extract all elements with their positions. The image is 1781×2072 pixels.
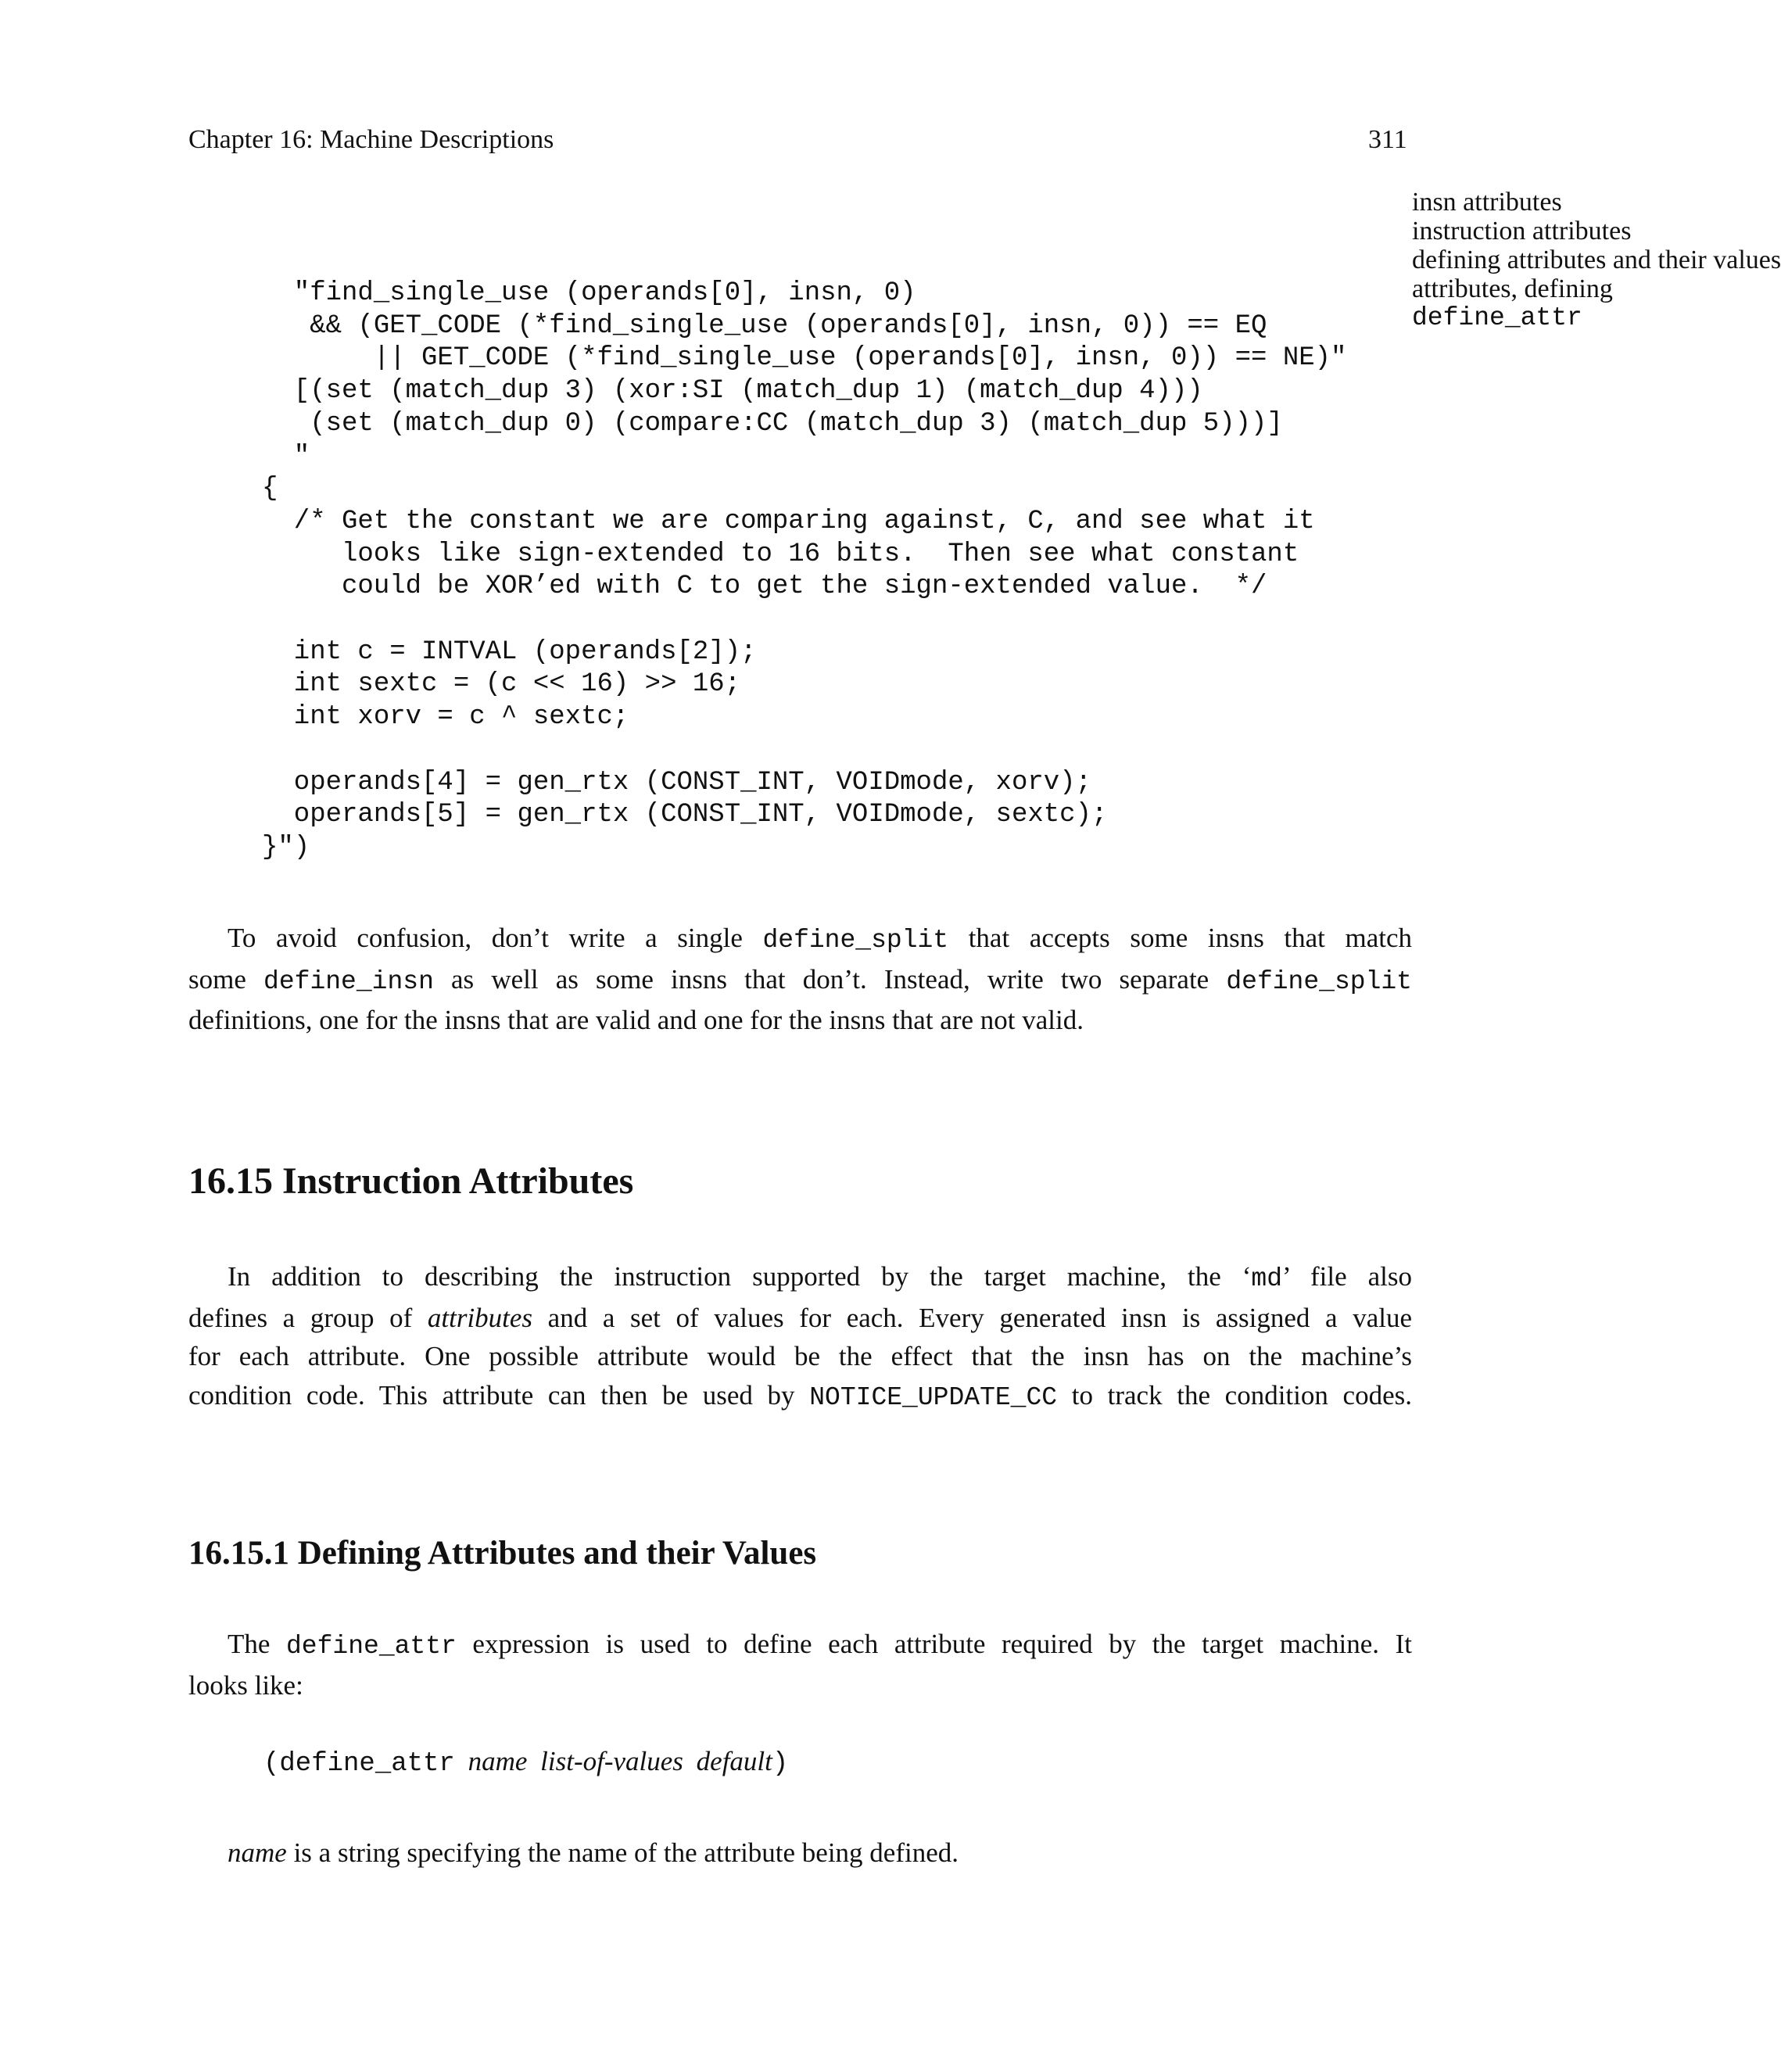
text-line: looks like: [188,1669,303,1701]
text-line: for each attribute. One possible attribute would be the effect that the insn has on the machine’s [188,1341,1412,1371]
paragraph-define-attr [188,1625,1412,1705]
emphasis: attributes [427,1302,533,1333]
page-header-chapter: Chapter 16: Machine Descriptions [188,125,554,154]
margin-index [1412,188,1781,332]
section-heading-16-15: 16.15 Instruction Attributes [188,1160,634,1202]
text-line: definitions, one for the insns that are valid and one for the insns that are not valid. [188,1005,1084,1035]
margin-index-entry: defining attributes and their values [1412,246,1781,274]
inline-code: define_attr [286,1632,457,1661]
margin-index-entry: instruction attributes [1412,217,1632,246]
page-number: 311 [1368,125,1407,154]
paragraph-define-split [188,919,1412,1040]
emphasis: name [228,1837,287,1868]
paragraph-instruction-attributes [188,1257,1412,1417]
syntax-close: ) [772,1749,789,1779]
text-line: To avoid confusion, don’t write a single define_split that accepts some insns that match [228,923,1413,955]
margin-index-entry: insn attributes [1412,188,1562,217]
text-line: name is a string specifying the name of the attribute being defined. [228,1837,959,1868]
margin-index-entry: define_attr [1412,303,1582,332]
define-attr-syntax [263,1746,788,1779]
syntax-keyword: (define_attr [263,1749,455,1779]
paragraph-name-description [188,1834,1412,1873]
margin-index-entry: attributes, defining [1412,274,1613,303]
text-line: The define_attr expression is used to define each attribute required by the target machine. It [228,1629,1412,1661]
inline-code: md [1251,1264,1282,1293]
syntax-param-default: default [696,1746,772,1776]
section-heading-16-15-1: 16.15.1 Defining Attributes and their Values [188,1535,817,1572]
text-line: defines a group of attributes and a set of values for each. Every generated insn is assigned a value [188,1302,1412,1333]
text-line: condition code. This attribute can then be used by NOTICE_UPDATE_CC to track the condition codes. [188,1379,1412,1412]
inline-code: define_split [1226,966,1412,996]
code-listing: "find_single_use (operands[0], insn, 0) && (GET_CODE (*find_single_use (operands[0], insn, 0)) == EQ || GET_CODE (*find_single_use (operands[0], insn, 0)) == NE)" [(set (match_dup 3) (xor:SI (match_dup 1) (match_dup 4))) (set (match_dup 0) (compare:CC (match_dup 3) (match_dup 5)))] " { /* Get the constant we are comparing against, C, and see what it looks like sign-extended to 16 bits. Then see what constant could be XOR’ed with C to get the sign-extended value. */ int c = INTVAL (operands[2]); int sextc = (c << 16) >> 16; int xorv = c ^ sextc; operands[4] = gen_rtx (CONST_INT, VOIDmode, xorv); operands[5] = gen_rtx (CONST_INT, VOIDmode, sextc); }") [262,278,1347,862]
text-line: some define_insn as well as some insns that don’t. Instead, write two separate define_split [188,963,1412,996]
inline-code: define_split [762,926,949,955]
syntax-param-name: name [468,1746,528,1776]
inline-code: NOTICE_UPDATE_CC [809,1382,1058,1412]
syntax-param-list: list-of-values [540,1746,683,1776]
inline-code: define_insn [263,966,434,996]
text-line: In addition to describing the instruction supported by the target machine, the ‘md’ file also [228,1261,1412,1293]
